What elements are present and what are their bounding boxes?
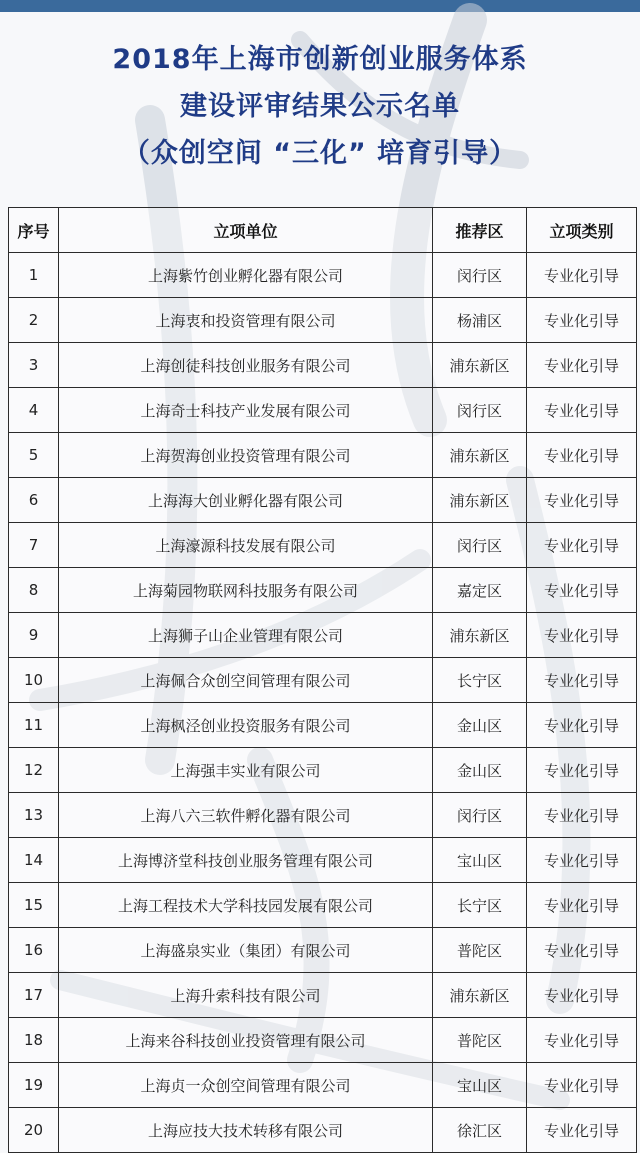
cell-district: 宝山区 xyxy=(433,838,527,883)
cell-district: 浦东新区 xyxy=(433,433,527,478)
title-block xyxy=(0,36,640,177)
table-row xyxy=(9,1018,637,1063)
cell-category: 专业化引导 xyxy=(527,748,637,793)
results-table xyxy=(8,207,637,1153)
table-row xyxy=(9,1063,637,1108)
cell-district: 闵行区 xyxy=(433,388,527,433)
table-row xyxy=(9,748,637,793)
table-header-row xyxy=(9,208,637,253)
cell-index: 17 xyxy=(9,973,59,1018)
cell-unit: 上海升索科技有限公司 xyxy=(59,973,433,1018)
cell-category: 专业化引导 xyxy=(527,1063,637,1108)
cell-district: 闵行区 xyxy=(433,523,527,568)
column-header-district: 推荐区 xyxy=(433,208,527,253)
cell-index: 16 xyxy=(9,928,59,973)
cell-index: 1 xyxy=(9,253,59,298)
cell-unit: 上海创徒科技创业服务有限公司 xyxy=(59,343,433,388)
table-row xyxy=(9,883,637,928)
table-row xyxy=(9,658,637,703)
cell-category: 专业化引导 xyxy=(527,343,637,388)
cell-category: 专业化引导 xyxy=(527,973,637,1018)
table-row xyxy=(9,433,637,478)
cell-index: 11 xyxy=(9,703,59,748)
cell-district: 金山区 xyxy=(433,703,527,748)
table-row xyxy=(9,838,637,883)
title-line-3: （众创空间 “三化” 培育引导） xyxy=(122,138,518,169)
cell-index: 9 xyxy=(9,613,59,658)
cell-district: 闵行区 xyxy=(433,793,527,838)
cell-unit: 上海强丰实业有限公司 xyxy=(59,748,433,793)
cell-category: 专业化引导 xyxy=(527,928,637,973)
cell-index: 4 xyxy=(9,388,59,433)
cell-unit: 上海菊园物联网科技服务有限公司 xyxy=(59,568,433,613)
cell-category: 专业化引导 xyxy=(527,1108,637,1153)
cell-index: 8 xyxy=(9,568,59,613)
cell-unit: 上海奇士科技产业发展有限公司 xyxy=(59,388,433,433)
cell-unit: 上海海大创业孵化器有限公司 xyxy=(59,478,433,523)
cell-category: 专业化引导 xyxy=(527,703,637,748)
cell-index: 2 xyxy=(9,298,59,343)
cell-unit: 上海工程技术大学科技园发展有限公司 xyxy=(59,883,433,928)
cell-unit: 上海狮子山企业管理有限公司 xyxy=(59,613,433,658)
cell-district: 浦东新区 xyxy=(433,613,527,658)
cell-category: 专业化引导 xyxy=(527,838,637,883)
cell-index: 7 xyxy=(9,523,59,568)
cell-district: 普陀区 xyxy=(433,1018,527,1063)
cell-district: 杨浦区 xyxy=(433,298,527,343)
cell-category: 专业化引导 xyxy=(527,253,637,298)
cell-index: 14 xyxy=(9,838,59,883)
cell-category: 专业化引导 xyxy=(527,388,637,433)
cell-index: 10 xyxy=(9,658,59,703)
table-row xyxy=(9,613,637,658)
title-line-1: 2018年上海市创新创业服务体系 xyxy=(112,44,528,75)
cell-index: 3 xyxy=(9,343,59,388)
title-line-2: 建设评审结果公示名单 xyxy=(180,91,460,122)
cell-unit: 上海贺海创业投资管理有限公司 xyxy=(59,433,433,478)
cell-district: 徐汇区 xyxy=(433,1108,527,1153)
cell-district: 金山区 xyxy=(433,748,527,793)
table-row xyxy=(9,568,637,613)
cell-district: 浦东新区 xyxy=(433,343,527,388)
cell-index: 19 xyxy=(9,1063,59,1108)
cell-category: 专业化引导 xyxy=(527,1018,637,1063)
cell-unit: 上海枫泾创业投资服务有限公司 xyxy=(59,703,433,748)
cell-index: 13 xyxy=(9,793,59,838)
cell-unit: 上海应技大技术转移有限公司 xyxy=(59,1108,433,1153)
cell-district: 长宁区 xyxy=(433,658,527,703)
cell-district: 普陀区 xyxy=(433,928,527,973)
cell-category: 专业化引导 xyxy=(527,298,637,343)
table-body xyxy=(9,253,637,1153)
cell-index: 20 xyxy=(9,1108,59,1153)
cell-district: 嘉定区 xyxy=(433,568,527,613)
cell-category: 专业化引导 xyxy=(527,658,637,703)
cell-category: 专业化引导 xyxy=(527,613,637,658)
table-row xyxy=(9,973,637,1018)
cell-category: 专业化引导 xyxy=(527,568,637,613)
cell-index: 15 xyxy=(9,883,59,928)
cell-unit: 上海盛泉实业（集团）有限公司 xyxy=(59,928,433,973)
cell-category: 专业化引导 xyxy=(527,883,637,928)
cell-unit: 上海来谷科技创业投资管理有限公司 xyxy=(59,1018,433,1063)
table-row xyxy=(9,793,637,838)
cell-unit: 上海濠源科技发展有限公司 xyxy=(59,523,433,568)
cell-index: 6 xyxy=(9,478,59,523)
table-row xyxy=(9,523,637,568)
column-header-category: 立项类别 xyxy=(527,208,637,253)
cell-index: 5 xyxy=(9,433,59,478)
cell-unit: 上海博济堂科技创业服务管理有限公司 xyxy=(59,838,433,883)
table-row xyxy=(9,478,637,523)
table-row xyxy=(9,703,637,748)
cell-index: 18 xyxy=(9,1018,59,1063)
table-row xyxy=(9,388,637,433)
cell-category: 专业化引导 xyxy=(527,478,637,523)
table-row xyxy=(9,253,637,298)
cell-district: 闵行区 xyxy=(433,253,527,298)
cell-category: 专业化引导 xyxy=(527,523,637,568)
cell-category: 专业化引导 xyxy=(527,793,637,838)
cell-unit: 上海八六三软件孵化器有限公司 xyxy=(59,793,433,838)
cell-category: 专业化引导 xyxy=(527,433,637,478)
table-row xyxy=(9,1108,637,1153)
cell-unit: 上海贞一众创空间管理有限公司 xyxy=(59,1063,433,1108)
cell-unit: 上海紫竹创业孵化器有限公司 xyxy=(59,253,433,298)
cell-unit: 上海衷和投资管理有限公司 xyxy=(59,298,433,343)
column-header-unit: 立项单位 xyxy=(59,208,433,253)
table-row xyxy=(9,343,637,388)
table-row xyxy=(9,928,637,973)
cell-district: 宝山区 xyxy=(433,1063,527,1108)
top-banner-bar xyxy=(0,0,640,12)
cell-index: 12 xyxy=(9,748,59,793)
table-row xyxy=(9,298,637,343)
cell-district: 浦东新区 xyxy=(433,973,527,1018)
cell-unit: 上海佩合众创空间管理有限公司 xyxy=(59,658,433,703)
cell-district: 长宁区 xyxy=(433,883,527,928)
cell-district: 浦东新区 xyxy=(433,478,527,523)
column-header-index: 序号 xyxy=(9,208,59,253)
